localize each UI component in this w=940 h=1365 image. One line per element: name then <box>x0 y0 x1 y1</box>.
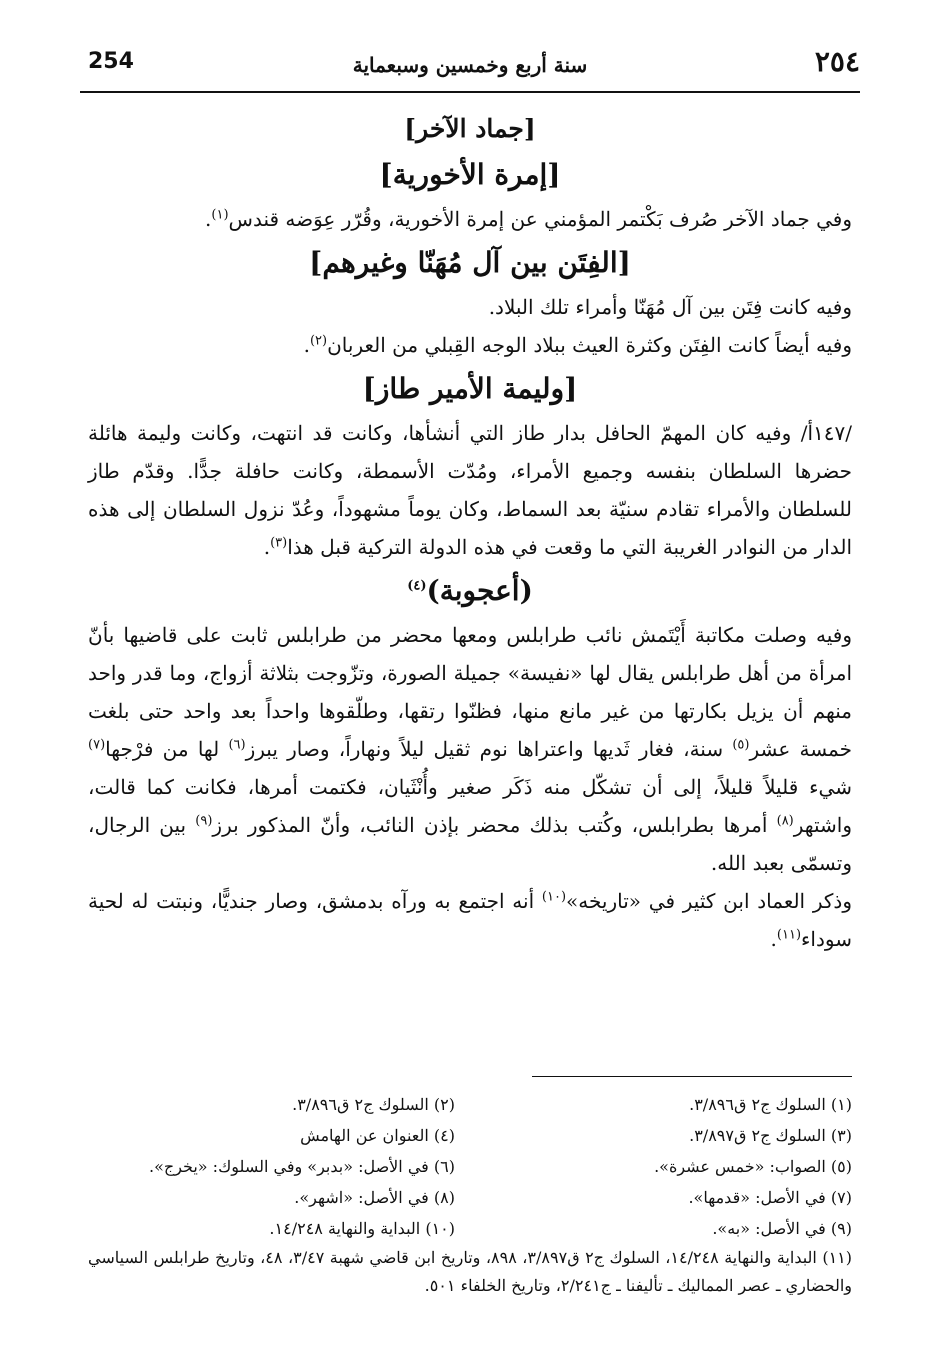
paragraph-text: بين الرجال، وتسمّى بعبد الله. <box>88 813 852 875</box>
paragraph <box>88 616 852 882</box>
paragraph-text: وفيه وصلت مكاتبة أَيْتَمش نائب طرابلس ومعها محضر من طرابلس ثابت على قاضيها بأنّ امرأة من أهل طرابلس يقال لها «نفيسة» جميلة الصورة، وتزّوجت بثلاثة أزواج، وما قدر واحد منهم أن يزيل بكارتها من غير مانع منها، فظنّوا رتقها، وطلّقوها واحداً بعد واحد حتى بلغت خمسة عشر <box>88 623 852 761</box>
paragraph-text: شيء قليلاً قليلاً، إلى أن تشكّل منه ذَكَر صغير وأُنْثَيان، فكتمت أمرها، فكانت كما قالت، واشتهر <box>88 775 853 837</box>
paragraph <box>88 200 852 238</box>
paragraph-tail: . <box>303 333 310 357</box>
footnote-ref: (٣) <box>270 535 288 551</box>
paragraph-text: سنة، فغار ثَديها واعتراها نوم ثقيل ليلاً ونهاراً، وصار يبرز <box>245 737 733 761</box>
paragraph-text: لها من فرْجها <box>105 737 229 761</box>
footnote: (١١) البداية والنهاية ١٤/٢٤٨، السلوك ج٢ ق٣/٨٩٧، ٨٩٨، وتاريخ ابن قاضي شهبة ٣/٤٧، ٤٨، وتاريخ طرابلس السياسي والحضاري ـ عصر المماليك ـ تأليفنا ـ ج٢/٢٤١، وتاريخ الخلفاء ٥٠١. <box>88 1248 852 1295</box>
paragraph-text: . <box>770 927 777 951</box>
footnote-ref: (٥) <box>732 737 750 753</box>
footnote: (١) السلوك ج٢ ق٣/٨٩٦. <box>689 1095 852 1114</box>
footnote: (٦) في الأصل: «بدبر» وفي السلوك: «يخرج». <box>148 1157 455 1176</box>
paragraph-tail: . <box>263 535 271 559</box>
paragraph-text: وفيه كانت فِتَن بين آل مُهَنّا وأمراء تلك البلاد. <box>488 295 852 319</box>
paragraph-text: وفي جماد الآخر صُرف بَكْتمر المؤمني عن إمرة الأخورية، وقُرّر عِوَضه قندس <box>228 207 852 231</box>
page-number-arabic: ٢٥٤ <box>814 45 860 78</box>
paragraph-text: أمرها بطرابلس، وكُتب بذلك محضر بإذن النائب، وأنّ المذكور برز <box>212 813 777 837</box>
running-title: سنة أربع وخمسين وسبعماية <box>352 53 588 77</box>
section-heading: [إمرة الأخورية] <box>379 158 561 191</box>
footnote: (١٠) البداية والنهاية ١٤/٢٤٨. <box>269 1219 455 1238</box>
footnote: (٥) الصواب: «خمس عشرة». <box>654 1157 852 1176</box>
footnote-rule <box>532 1076 852 1077</box>
paragraph <box>88 882 852 958</box>
page-header <box>80 45 860 93</box>
footnote: (٢) السلوك ج٢ ق٣/٨٩٦. <box>292 1095 455 1114</box>
paragraph-text: أنه اجتمع به ورآه بدمشق، وصار جنديًّا، ونبتت له لحية سوداء <box>88 889 852 951</box>
footnote-ref: (٤) <box>407 578 427 594</box>
footnote-ref: (٨) <box>776 813 794 829</box>
footnote-ref: (٩) <box>195 813 213 829</box>
paragraph-tail: . <box>205 207 212 231</box>
footnote-grid <box>88 1091 852 1242</box>
paragraph-text: /١٤٧أ/ وفيه كان المهمّ الحافل بدار طاز التي أنشأها، وكانت قد انتهت، وكانت وليمة هائلة حضرها السلطان بنفسه وجميع الأمراء، ومُدّت الأسمطة، وكانت حافلة جدًّا. وقدّم طاز للسلطان والأمراء تقادم سنيّة بعد السماط، وكان يوماً مشهوداً، وعُدّ نزول السلطان إلى هذه الدار من النوادر الغريبة التي ما وقعت في هذه الدولة التركية قبل هذا <box>88 421 852 559</box>
footnote-ref: (١) <box>211 207 229 223</box>
paragraph <box>88 288 852 326</box>
footnote-ref: (١١) <box>776 927 802 943</box>
footnote: (٨) في الأصل: «اشهر». <box>294 1188 455 1207</box>
section-heading: [جماد الآخر] <box>404 114 536 143</box>
footnote: (٣) السلوك ج٢ ق٣/٨٩٧. <box>689 1126 852 1145</box>
footnote: (٧) في الأصل: «قدمها». <box>688 1188 852 1207</box>
paragraph-text: وذكر العماد ابن كثير في «تاريخه» <box>566 889 852 913</box>
footnote: (٩) في الأصل: «به». <box>712 1219 852 1238</box>
section-heading <box>88 566 852 616</box>
section-heading: [وليمة الأمير طاز] <box>362 372 578 405</box>
section-heading: [الفِتَن بين آل مُهَنّا وغيرهم] <box>309 246 631 279</box>
main-text <box>88 108 852 958</box>
section-heading-text: (أعجوبة) <box>426 574 533 607</box>
footnote-ref: (٦) <box>228 737 246 753</box>
footnotes <box>88 1076 852 1300</box>
page-number-latin: 254 <box>88 49 134 74</box>
paragraph <box>88 414 852 566</box>
footnote-ref: (١٠) <box>541 889 567 905</box>
header-rule <box>80 91 860 93</box>
footnote: (٤) العنوان عن الهامش <box>300 1126 455 1145</box>
paragraph-text: وفيه أيضاً كانت الفِتَن وكثرة العيث ببلاد الوجه القِبلي من العربان <box>327 333 852 357</box>
paragraph <box>88 326 852 364</box>
footnote-ref: (٧) <box>88 737 106 753</box>
footnote-ref: (٢) <box>309 333 328 349</box>
